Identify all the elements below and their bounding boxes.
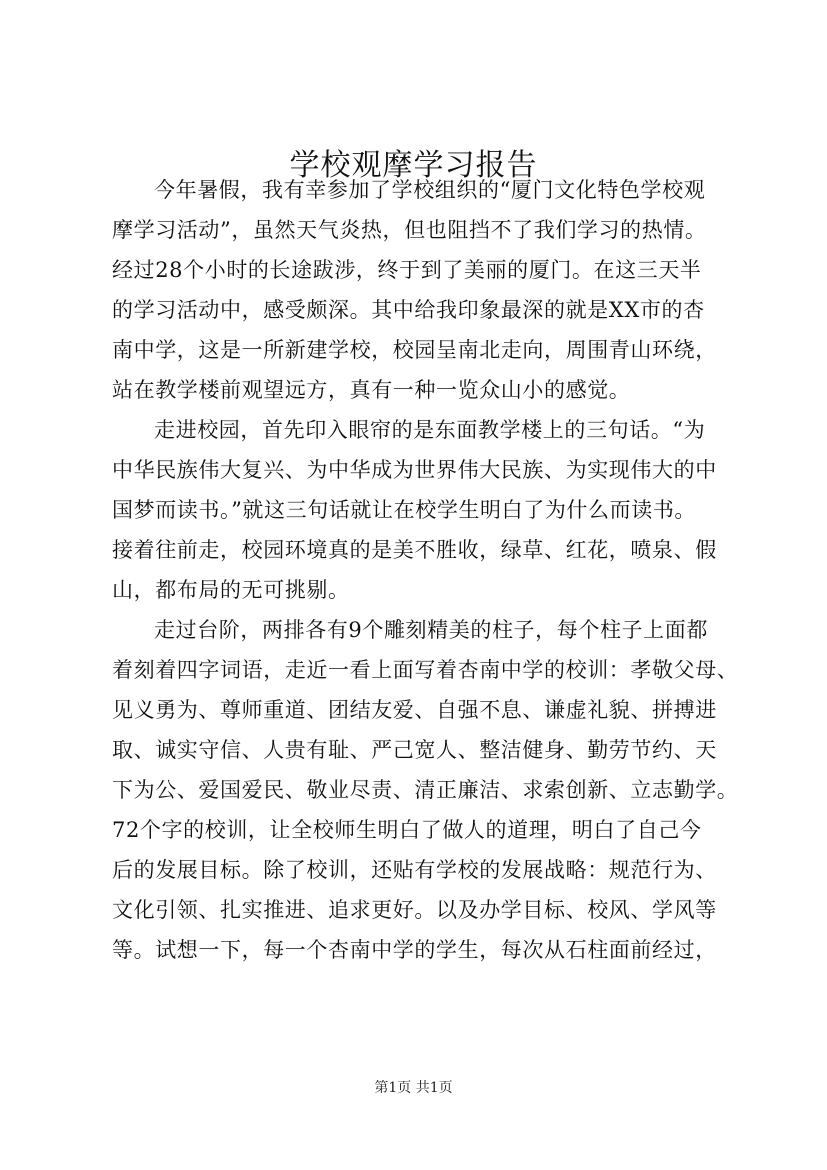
paragraph-1-line-1: 今年暑假，我有幸参加了学校组织的“厦门文化特色学校观 [154, 178, 706, 202]
paragraph-2-line-2: 中华民族伟大复兴、为中华成为世界伟大民族、为实现伟大的中 [112, 458, 717, 482]
paragraph-1-line-2: 摩学习活动”，虽然天气炎热，但也阻挡不了我们学习的热情。 [112, 218, 707, 242]
paragraph-3-line-2: 着刻着四字词语，走近一看上面写着杏南中学的校训：孝敬父母、 [112, 658, 739, 682]
paragraph-2-line-4: 接着往前走，校园环境真的是美不胜收，绿草、红花，喷泉、假 [112, 538, 717, 562]
paragraph-2-line-3: 国梦而读书。”就这三句话就让在校学生明白了为什么而读书。 [112, 498, 697, 522]
paragraph-3-line-5: 下为公、爱国爱民、敬业尽责、清正廉洁、求索创新、立志勤学。 [112, 778, 739, 802]
document-body [112, 170, 739, 970]
document-title: 学校观摩学习报告 [289, 148, 538, 183]
paragraph-1-line-4: 的学习活动中，感受颇深。其中给我印象最深的就是XX市的杏 [112, 298, 705, 322]
paragraph-1-line-5: 南中学，这是一所新建学校，校园呈南北走向，周围青山环绕， [112, 338, 717, 362]
paragraph-1-line-3: 经过28个小时的长途跋涉，终于到了美丽的厦门。在这三天半 [112, 258, 702, 282]
paragraph-3-line-6: 72个字的校训，让全校师生明白了做人的道理，明白了自己今 [112, 818, 702, 842]
paragraph-3-line-7: 后的发展目标。除了校训，还贴有学校的发展战略：规范行为、 [112, 858, 717, 882]
paragraph-3-line-4: 取、诚实守信、人贵有耻、严己宽人、整洁健身、勤劳节约、天 [112, 738, 717, 762]
paragraph-3-line-8: 文化引领、扎实推进、追求更好。以及办学目标、校风、学风等 [112, 898, 717, 922]
paragraph-3-line-9: 等。试想一下，每一个杏南中学的学生，每次从石柱面前经过， [112, 938, 717, 962]
paragraph-3-line-1: 走过台阶，两排各有9个雕刻精美的柱子，每个柱子上面都 [154, 618, 708, 642]
paragraph-1-line-6: 站在教学楼前观望远方，真有一种一览众山小的感觉。 [112, 378, 631, 402]
paragraph-3-line-3: 见义勇为、尊师重道、团结友爱、自强不息、谦虚礼貌、拼搏进 [112, 698, 717, 722]
paragraph-2-line-5: 山，都布局的无可挑剔。 [112, 578, 350, 602]
page-footer: 第1页 共1页 [374, 1080, 453, 1096]
paragraph-2-line-1: 走进校园，首先印入眼帘的是东面教学楼上的三句话。“为 [154, 418, 706, 442]
